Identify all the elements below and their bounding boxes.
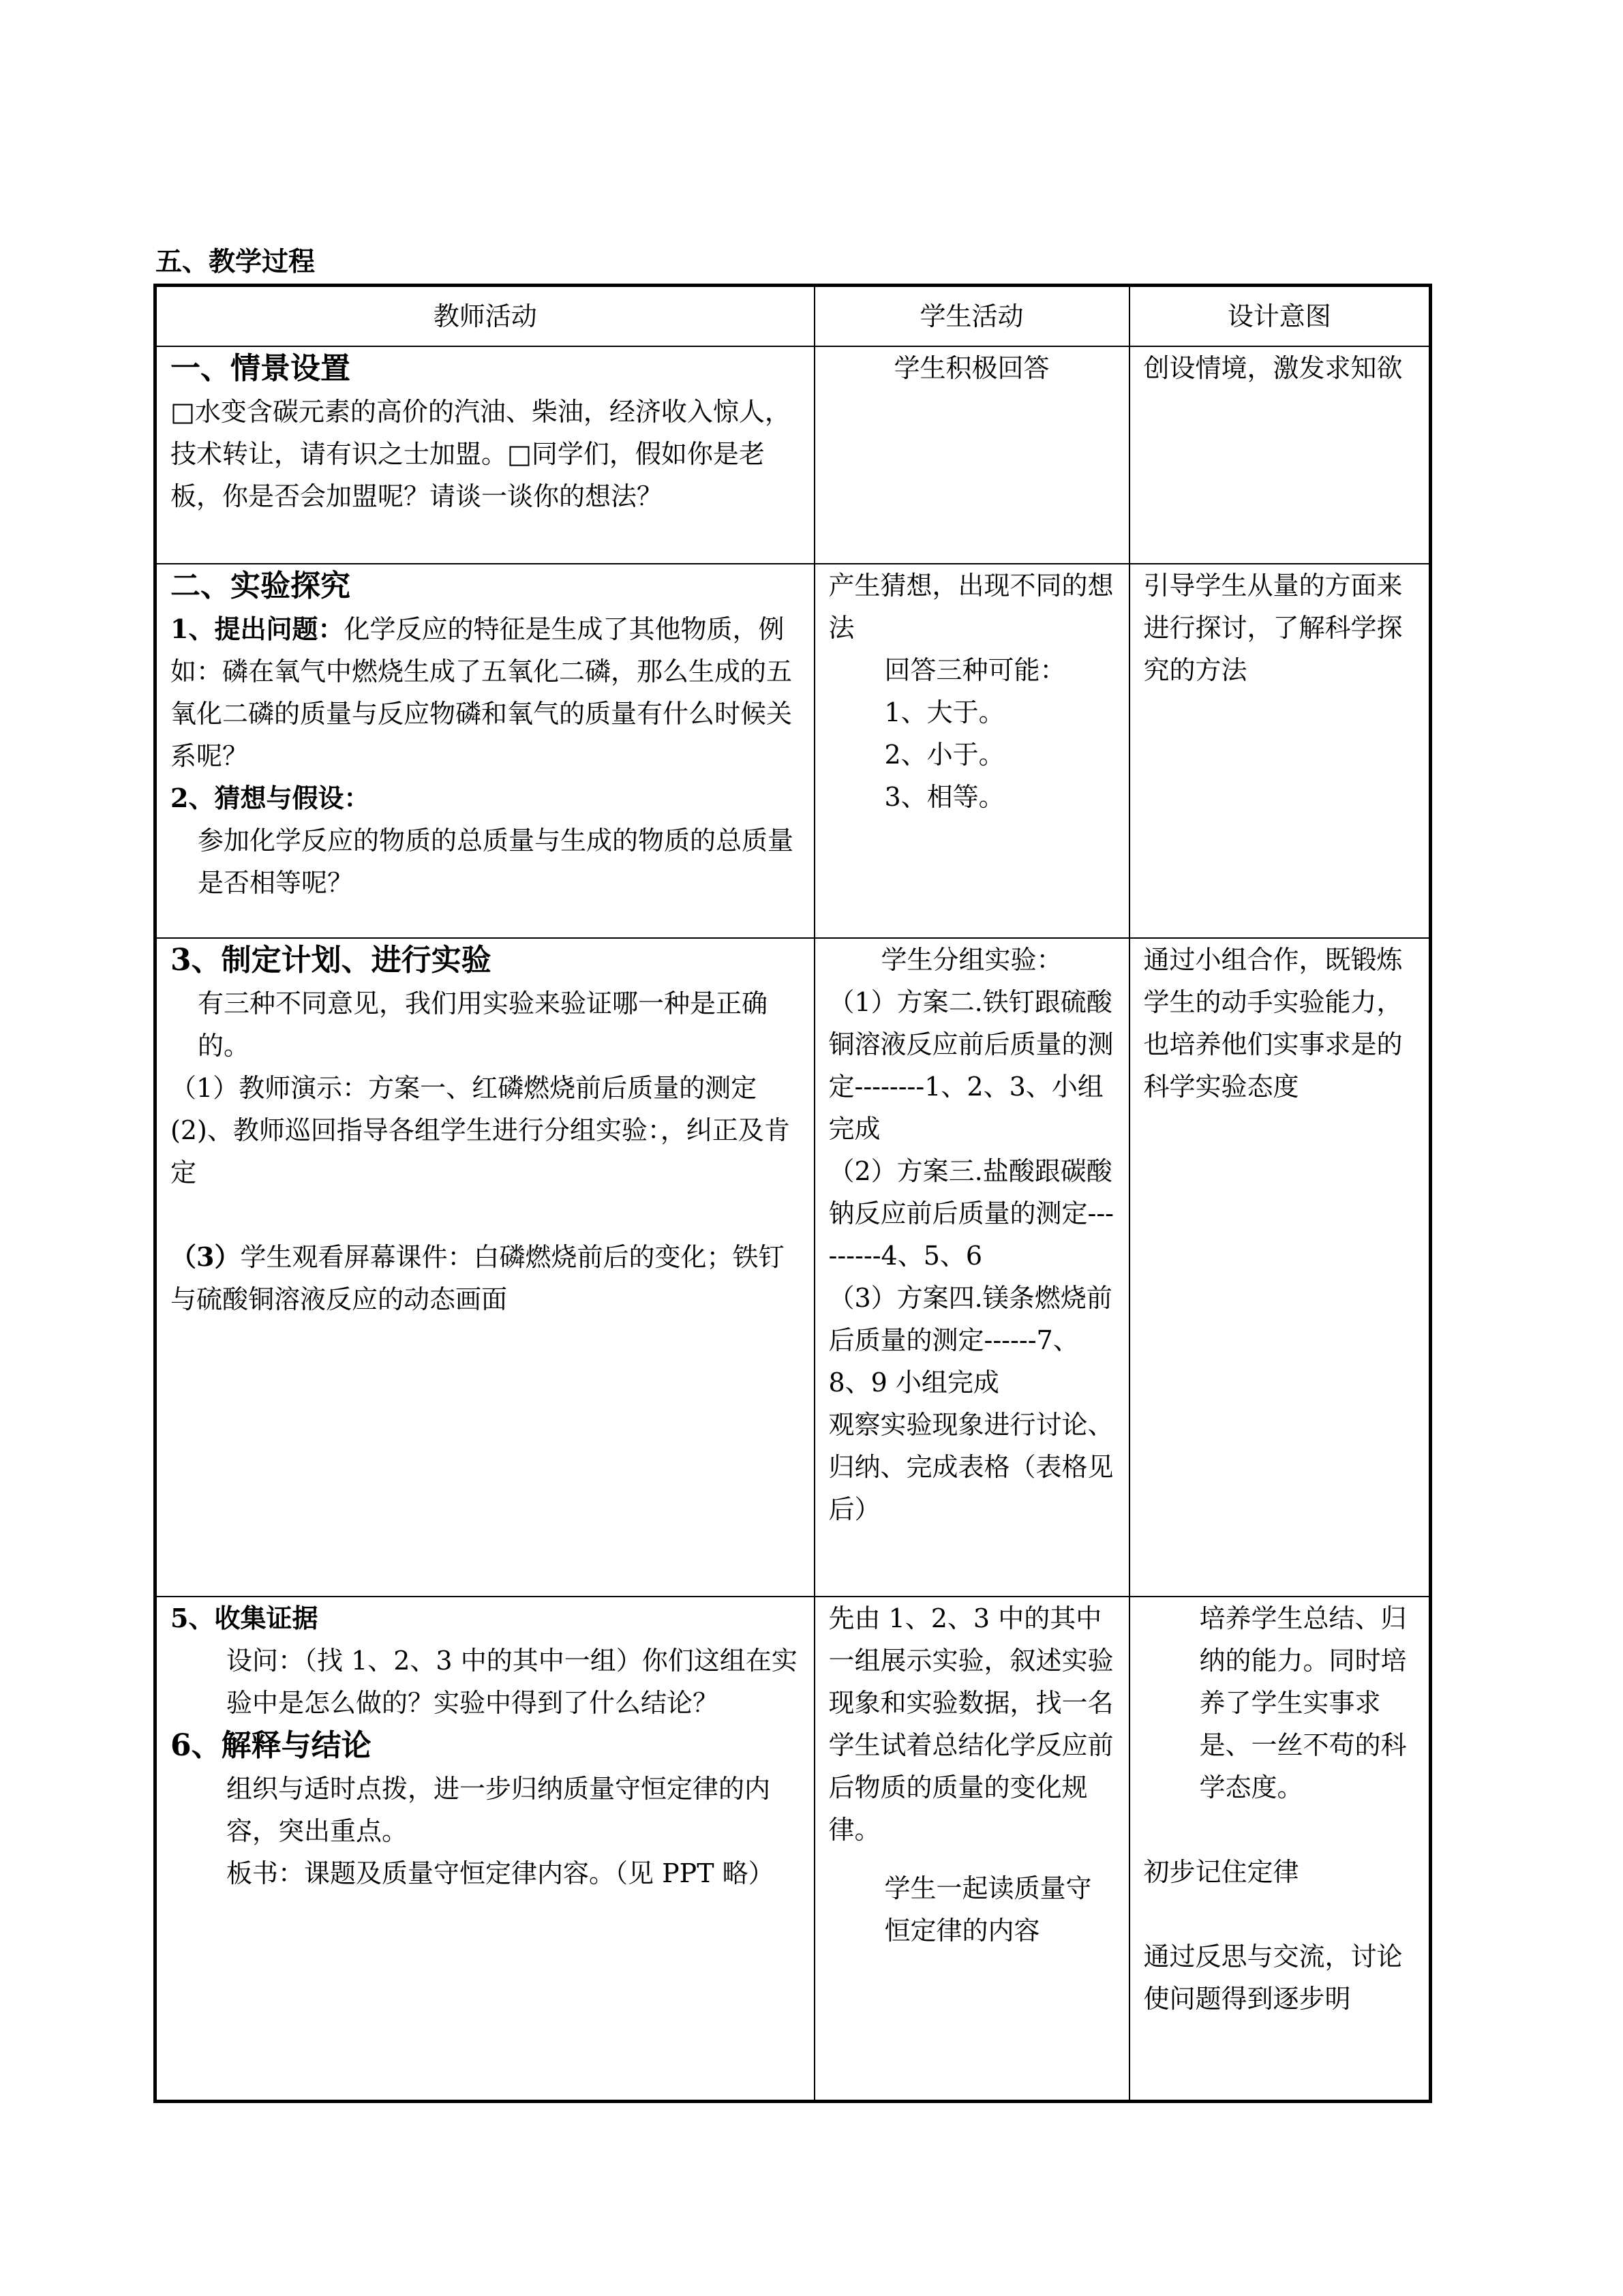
teacher-title: 二、实验探究 (170, 569, 350, 603)
student-text: （3）方案四.镁条燃烧前后质量的测定------7、8、9 小组完成 (828, 1283, 1112, 1398)
student-text: 回答三种可能： (884, 655, 1066, 685)
teacher-text: 有三种不同意见，我们用实验来验证哪一种是正确的。 (198, 988, 768, 1061)
teacher-text: （1）教师演示：方案一、红磷燃烧前后质量的测定 (170, 1073, 757, 1103)
question-label: 1、提出问题： (170, 614, 344, 644)
student-text: 产生猜想，出现不同的想法 (828, 571, 1114, 643)
hypothesis-text: 参加化学反应的物质的总质量与生成的物质的总质量是否相等呢？ (198, 826, 794, 898)
teacher-cell (155, 938, 815, 1597)
student-text: 观察实验现象进行讨论、归纳、完成表格（表格见后） (828, 1410, 1114, 1524)
table-row (155, 564, 1431, 938)
teacher-title: 5、收集证据 (170, 1603, 318, 1633)
header-design-intent: 设计意图 (1129, 286, 1431, 347)
teacher-text: 学生观看屏幕课件：白磷燃烧前后的变化；铁钉与硫酸铜溶液反应的动态画面 (170, 1242, 785, 1314)
teacher-cell (155, 564, 815, 938)
student-cell (815, 938, 1129, 1597)
student-text: 先由 1、2、3 中的其中一组展示实验，叙述实验现象和实验数据，找一名学生试着总结化学反应前后物质的质量的变化规律。 (828, 1603, 1114, 1845)
teacher-title: 一、情景设置 (170, 351, 350, 386)
teacher-text: 组织与适时点拨，进一步归纳质量守恒定律的内容，突出重点。 (226, 1774, 771, 1846)
table-header-row (155, 286, 1431, 347)
teacher-text: □水变含碳元素的高价的汽油、柴油，经济收入惊人，技术转让，请有识之士加盟。□同学们，假如你是老板，你是否会加盟呢？请谈一谈你的想法？ (170, 397, 791, 511)
student-cell (815, 346, 1129, 564)
teacher-cell (155, 346, 815, 564)
student-text: （2）方案三.盐酸跟碳酸钠反应前后质量的测定---------4、5、6 (828, 1156, 1114, 1271)
student-cell (815, 564, 1129, 938)
teacher-text: 设问：（找 1、2、3 中的其中一组）你们这组在实验中是怎么做的？实验中得到了什么结论？ (226, 1646, 798, 1718)
table-row (155, 346, 1431, 564)
table-row (155, 1597, 1431, 2102)
teacher-title: 6、解释与结论 (170, 1728, 371, 1763)
hypothesis-label: 2、猜想与假设： (170, 783, 370, 813)
teaching-process-table (153, 284, 1432, 2103)
teacher-title: 3、制定计划、进行实验 (170, 943, 491, 978)
table-row (155, 938, 1431, 1597)
section-heading: 五、教学过程 (155, 246, 316, 277)
intent-cell (1129, 564, 1431, 938)
step-label: （3） (170, 1241, 241, 1272)
intent-cell (1129, 1597, 1431, 2102)
list-item: 2、小于。 (884, 740, 1005, 770)
intent-text: 引导学生从量的方面来进行探讨，了解科学探究的方法 (1143, 571, 1403, 685)
intent-text: 创设情境，激发求知欲 (1143, 353, 1403, 383)
teacher-cell (155, 1597, 815, 2102)
student-text: 学生一起读质量守恒定律的内容 (884, 1873, 1092, 1946)
student-title: 学生分组实验： (881, 945, 1063, 975)
intent-cell (1129, 346, 1431, 564)
intent-cell (1129, 938, 1431, 1597)
teacher-text: (2)、教师巡回指导各组学生进行分组实验：，纠正及肯定 (170, 1115, 790, 1188)
teacher-text: 板书：课题及质量守恒定律内容。（见 PPT 略） (226, 1858, 774, 1888)
list-item: 1、大于。 (884, 697, 1005, 727)
student-text: 学生积极回答 (894, 353, 1050, 383)
header-student-activity: 学生活动 (815, 286, 1129, 347)
intent-text: 培养学生总结、归纳的能力。同时培养了学生实事求是、一丝不苟的科学态度。 (1199, 1603, 1407, 1802)
student-text: （1）方案二.铁钉跟硫酸铜溶液反应前后质量的测定--------1、2、3、小组完成 (828, 987, 1114, 1144)
intent-text: 初步记住定律 (1143, 1857, 1299, 1887)
student-cell (815, 1597, 1129, 2102)
intent-text: 通过小组合作，既锻炼学生的动手实验能力，也培养他们实事求是的科学实验态度 (1143, 945, 1403, 1102)
header-teacher-activity: 教师活动 (155, 286, 815, 347)
question-text: 化学反应的特征是生成了其他物质，例如：磷在氧气中燃烧生成了五氧化二磷，那么生成的五氧化二磷的质量与反应物磷和氧气的质量有什么时候关系呢？ (170, 614, 793, 771)
list-item: 3、相等。 (884, 782, 1005, 812)
intent-text: 通过反思与交流，讨论使问题得到逐步明 (1143, 1942, 1403, 2014)
